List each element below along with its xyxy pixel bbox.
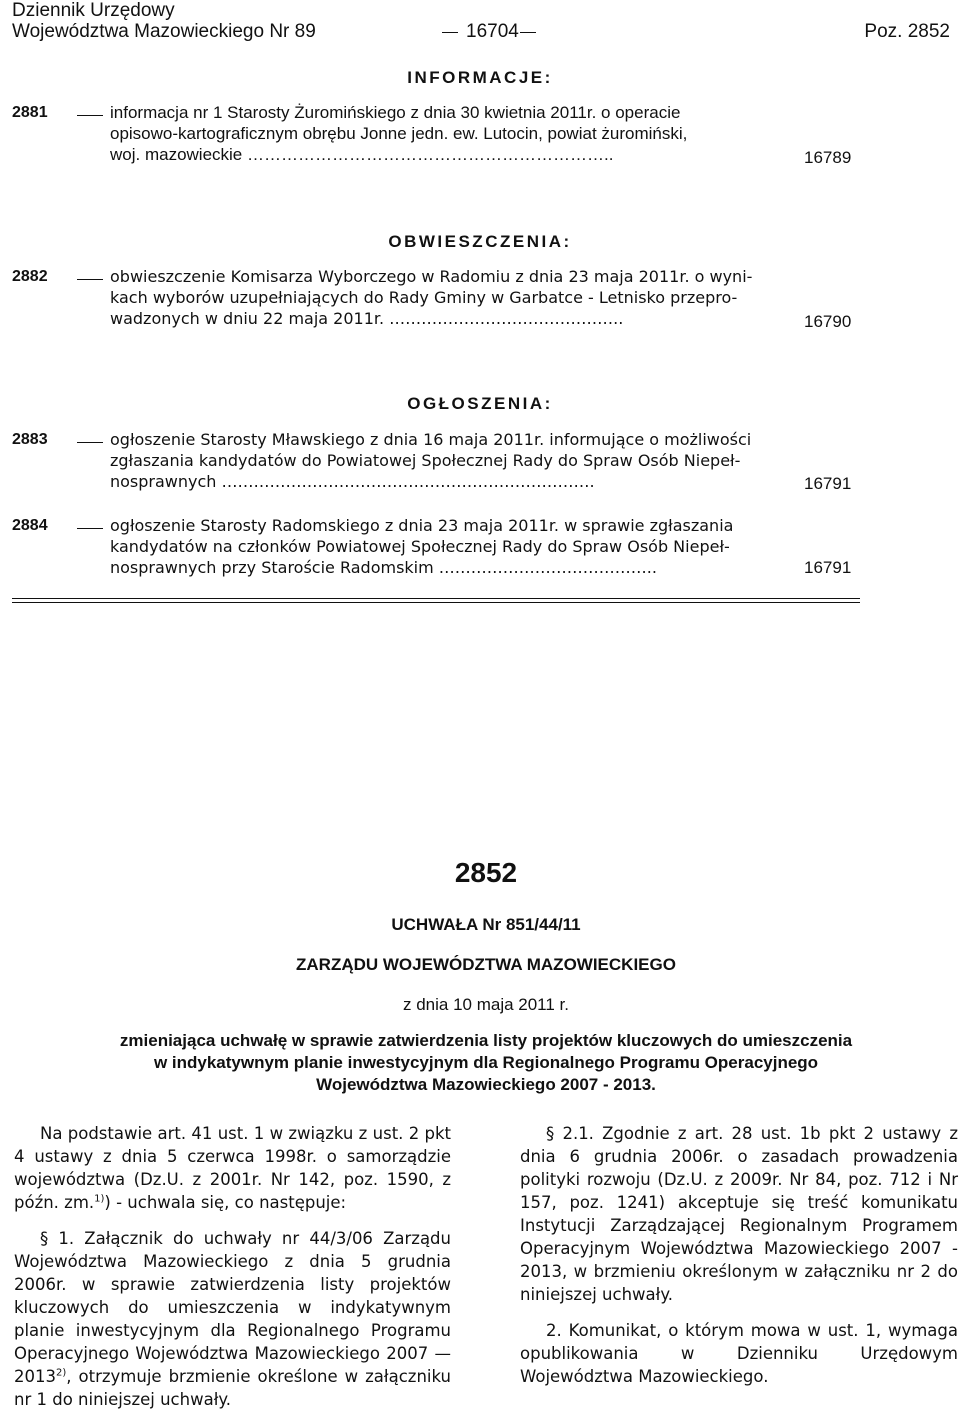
journal-title: Dziennik Urzędowy: [12, 0, 175, 21]
entry-line: ogłoszenie Starosty Mławskiego z dnia 16 maja 2011r. informujące o możliwości: [110, 430, 752, 449]
entry-dash: [77, 279, 103, 280]
header-dash-right: [520, 32, 536, 33]
document-issuer: ZARZĄDU WOJEWÓDZTWA MAZOWIECKIEGO: [296, 955, 676, 974]
section-title-ogloszenia: OGŁOSZENIA:: [407, 394, 553, 413]
position-label: Poz. 2852: [864, 21, 950, 42]
entry-number: 2883: [12, 431, 48, 448]
paragraph-text: § 1. Załącznik do uchwały nr 44/3/06 Zarządu Województwa Mazowieckiego z dnia 5 grudnia 2006r. w sprawie zatwierdzenia listy projektów kluczowych do umieszczenia w indykatywnym planie inwestycyjnym dla Regionalnego Programu Operacyjnego Województwa Mazowieckiego 2007 — 2013: [14, 1229, 451, 1386]
entry-line: nosprawnych …………………………………………………………….: [110, 472, 595, 491]
entry-page: 16791: [804, 558, 852, 577]
body-column-right: [520, 1122, 958, 1401]
divider-rule-top: [12, 598, 860, 599]
entry-text: [110, 515, 770, 578]
entry-line: ogłoszenie Starosty Radomskiego z dnia 23 maja 2011r. w sprawie zgłaszania: [110, 516, 734, 535]
section-title-informacje: INFORMACJE:: [407, 68, 553, 87]
entry-page: 16789: [804, 148, 852, 167]
entry-dash: [77, 442, 103, 443]
entry-number: 2884: [12, 517, 48, 534]
divider-rule-bottom: [12, 602, 860, 603]
body-paragraph: [14, 1122, 451, 1214]
entry-line: kach wyborów uzupełniających do Rady Gminy w Garbatce - Letnisko przepro-: [110, 288, 738, 307]
entry-page: 16790: [804, 312, 852, 331]
document-number: 2852: [454, 857, 518, 888]
entry-dash: [77, 528, 103, 529]
header-dash-left: [442, 32, 458, 33]
subject-line: w indykatywnym planie inwestycyjnym dla Regionalnego Programu Operacyjnego: [153, 1053, 819, 1072]
section-title-obwieszczenia: OBWIESZCZENIA:: [388, 232, 572, 251]
subject-line: Województwa Mazowieckiego 2007 - 2013.: [316, 1075, 656, 1094]
entry-line: opisowo-kartograficznym obrębu Jonne jedn. ew. Lutocin, powiat żuromiński,: [110, 124, 688, 143]
paragraph-text: ) - uchwala się, co następuje:: [104, 1193, 347, 1212]
journal-issue: Województwa Mazowieckiego Nr 89: [12, 21, 316, 42]
entry-line: zgłaszania kandydatów do Powiatowej Społecznej Rady do Spraw Osób Niepeł-: [110, 451, 741, 470]
entry-number: 2882: [12, 268, 48, 285]
entry-line: obwieszczenie Komisarza Wyborczego w Radomiu z dnia 23 maja 2011r. o wyni-: [110, 267, 753, 286]
document-subject: [60, 1030, 912, 1096]
entry-text: [110, 266, 770, 329]
footnote-ref: 2): [56, 1367, 67, 1379]
entry-dash: [77, 115, 103, 116]
paragraph-text: Na podstawie art. 41 ust. 1 w związku z ust. 2 pkt 4 ustawy z dnia 5 czerwca 1998r. o samorządzie województwa (Dz.U. z 2001r. Nr 142, poz. 1590, z późn. zm.: [14, 1124, 451, 1212]
subject-line: zmieniająca uchwałę w sprawie zatwierdzenia listy projektów kluczowych do umieszczenia: [119, 1031, 853, 1050]
entry-line: kandydatów na członków Powiatowej Społecznej Rady do Spraw Osób Niepeł-: [110, 537, 730, 556]
body-paragraph: 2. Komunikat, o którym mowa w ust. 1, wymaga opublikowania w Dzienniku Urzędowym Województwa Mazowieckiego.: [520, 1321, 958, 1386]
body-paragraph: § 2.1. Zgodnie z art. 28 ust. 1b pkt 2 ustawy z dnia 6 grudnia 2006r. o zasadach prowadzenia polityki rozwoju (Dz.U. z 2009r. Nr 84, poz. 712 i Nr 157, poz. 1241) akceptuje się treść komunikatu Instytucji Zarządzającej Regionalnym Programem Operacyjnym Województwa Mazowieckiego 2007 - 2013, w brzmieniu określonym w załączniku nr 2 do niniejszej uchwały.: [520, 1124, 958, 1304]
entry-line: woj. mazowieckie ………………………………………………………..: [110, 145, 614, 164]
page-number: 16704: [466, 21, 519, 42]
body-column-left: [14, 1122, 451, 1424]
entry-text: [110, 429, 770, 492]
document-date: z dnia 10 maja 2011 r.: [402, 995, 569, 1014]
footnote-ref: 1): [94, 1193, 105, 1205]
entry-text: [110, 102, 770, 165]
entry-line: nosprawnych przy Staroście Radomskim …………………………………..: [110, 558, 657, 577]
entry-line: wadzonych w dniu 22 maja 2011r. ……………………………………..: [110, 309, 624, 328]
entry-number: 2881: [12, 104, 48, 121]
document-title: UCHWAŁA Nr 851/44/11: [391, 915, 581, 934]
body-paragraph: [14, 1227, 451, 1411]
paragraph-text: , otrzymuje brzmienie określone w załączniku nr 1 do niniejszej uchwały.: [14, 1367, 451, 1409]
entry-line: informacja nr 1 Starosty Żuromińskiego z dnia 30 kwietnia 2011r. o operacie: [110, 103, 681, 122]
entry-page: 16791: [804, 474, 852, 493]
